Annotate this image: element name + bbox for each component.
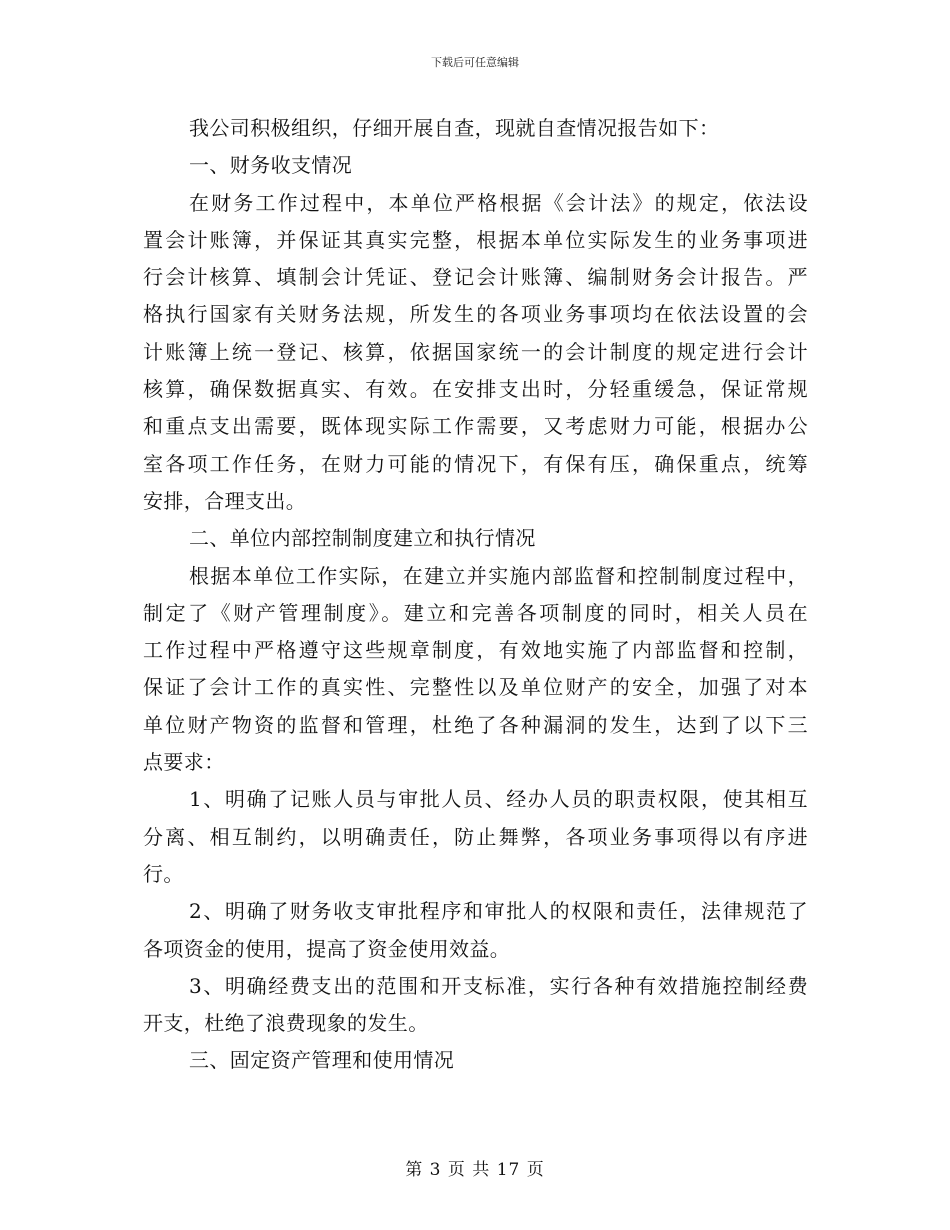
text-line: 点要求： [143, 750, 225, 775]
text-line: 2、明确了财务收支审批程序和审批人的权限和责任，法律规范了 [189, 899, 808, 924]
text-line: 和重点支出需要，既体现实际工作需要，又考虑财力可能，根据办公 [143, 414, 808, 439]
text-line: 根据本单位工作实际，在建立并实施内部监督和控制制度过程中， [189, 563, 808, 588]
text-line: 1、明确了记账人员与审批人员、经办人员的职责权限，使其相互 [189, 787, 808, 812]
text-line: 保证了会计工作的真实性、完整性以及单位财产的安全，加强了对本 [143, 675, 808, 700]
text-line: 行会计核算、填制会计凭证、登记会计账簿、编制财务会计报告。严 [143, 265, 808, 290]
text-line: 工作过程中严格遵守这些规章制度，有效地实施了内部监督和控制， [143, 638, 808, 663]
text-line: 开支，杜绝了浪费现象的发生。 [143, 1011, 429, 1036]
page-number-footer: 第 3 页 共 17 页 [405, 1160, 545, 1180]
text-line: 计账簿上统一登记、核算，依据国家统一的会计制度的规定进行会计 [143, 339, 808, 364]
text-line: 三、固定资产管理和使用情况 [189, 1048, 455, 1073]
text-line: 一、财务收支情况 [189, 153, 353, 178]
text-line: 在财务工作过程中，本单位严格根据《会计法》的规定，依法设 [189, 190, 808, 215]
header-note: 下载后可任意编辑 [431, 56, 519, 69]
text-line: 安排，合理支出。 [143, 488, 307, 513]
text-line: 我公司积极组织，仔细开展自查，现就自查情况报告如下： [189, 116, 720, 140]
text-line: 分离、相互制约，以明确责任，防止舞弊，各项业务事项得以有序进 [143, 824, 808, 849]
text-line: 核算，确保数据真实、有效。在安排支出时，分轻重缓急，保证常规 [143, 377, 808, 402]
text-line: 3、明确经费支出的范围和开支标准，实行各种有效措施控制经费 [189, 973, 808, 998]
text-line: 行。 [143, 861, 184, 886]
text-line: 置会计账簿，并保证其真实完整，根据本单位实际发生的业务事项进 [143, 227, 808, 252]
text-line: 制定了《财产管理制度》。建立和完善各项制度的同时，相关人员在 [143, 600, 808, 625]
text-line: 室各项工作任务，在财力可能的情况下，有保有压，确保重点，统筹 [143, 451, 808, 476]
text-line: 二、单位内部控制制度建立和执行情况 [189, 526, 536, 551]
text-line: 格执行国家有关财务法规，所发生的各项业务事项均在依法设置的会 [143, 302, 808, 327]
document-body [143, 110, 808, 1080]
text-line: 各项资金的使用，提高了资金使用效益。 [143, 936, 511, 961]
text-line: 单位财产物资的监督和管理，杜绝了各种漏洞的发生，达到了以下三 [143, 712, 808, 737]
